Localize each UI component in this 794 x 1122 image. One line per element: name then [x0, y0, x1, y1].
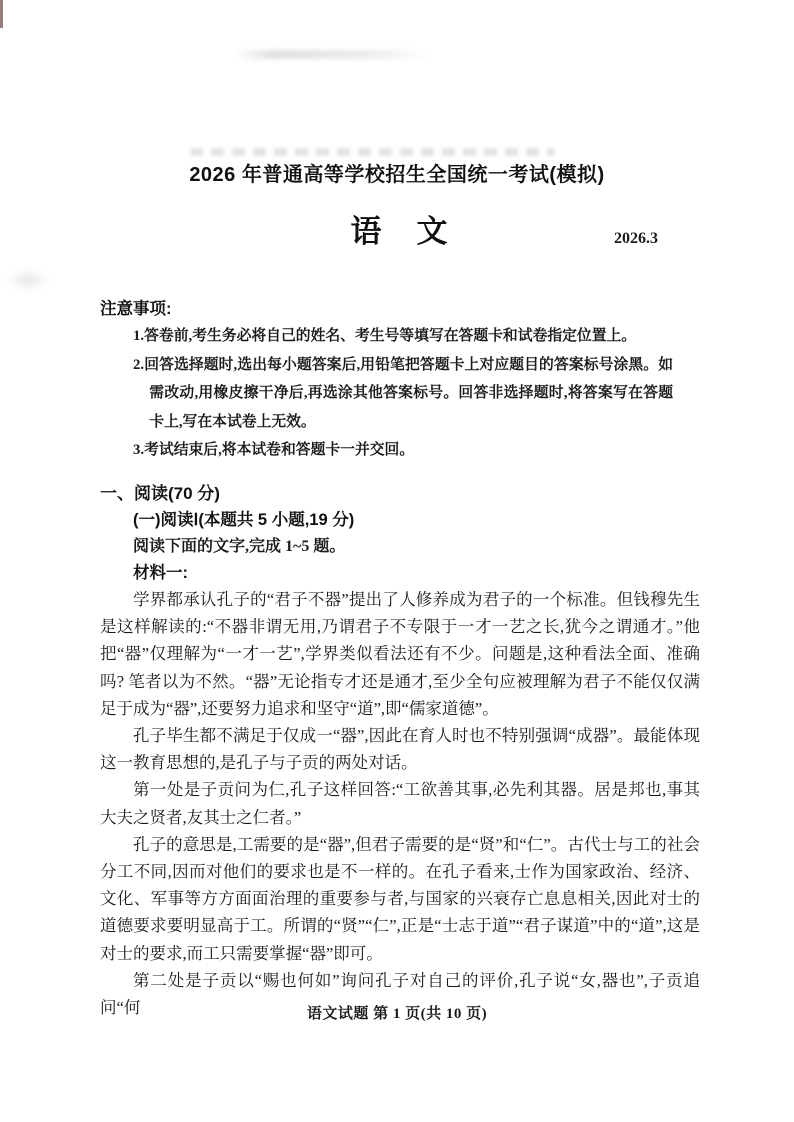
notice-item-2: 2.回答选择题时,选出每小题答案后,用铅笔把答题卡上对应题目的答案标号涂黑。如需改动,用橡皮擦干净后,再选涂其他答案标号。回答非选择题时,将答案写在答题卡上,写在本试卷上无效。: [133, 356, 673, 430]
material-paragraph: 孔子的意思是,工需要的是“器”,但君子需要的是“贤”和“仁”。古代士与工的社会分工不同,因而对他们的要求也是不一样的。在孔子看来,士作为国家政治、经济、文化、军事等方方面面治理的重要参与者,与国家的兴衰存亡息息相关,因此对士的道德要求要明显高于工。所谓的“贤”“仁”,正是“士志于道”“君子谋道”中的“道”,这是对士的要求,而工只需要掌握“器”即可。: [100, 834, 700, 963]
page-footer: 语文试题 第 1 页(共 10 页): [306, 1006, 488, 1022]
reading-section: [100, 480, 700, 1021]
subject-row: [100, 206, 700, 258]
material-paragraph: 第二处是子贡以“赐也何如”询问孔子对自己的评价,孔子说“女,器也”,子贡追问“何: [100, 970, 700, 1018]
material-paragraph: 学界都承认孔子的“君子不器”提出了人修养成为君子的一个标准。但钱穆先生是这样解读的:“不器非谓无用,乃谓君子不专限于一才一艺之长,犹今之谓通才。”他把“器”仅理解为“一才一艺”,学界类似看法还有不少。问题是,这种看法全面、准确吗? 笔者以为不然。“器”无论指专才还是通才,至少全句应被理解为君子不能仅仅满足于成为“器”,还要努力追求和坚守“道”,即“儒家道德”。: [100, 590, 700, 718]
notice-section: [100, 296, 700, 465]
scan-artifact-smudge: [8, 268, 48, 292]
material-paragraph: 第一处是子贡问为仁,孔子这样回答:“工欲善其事,必先利其器。居是邦也,事其大夫之贤者,友其士之仁者。”: [100, 780, 700, 827]
material-one-text: [100, 586, 700, 1021]
scan-artifact-streak: [235, 50, 430, 59]
notice-item-3: 3.考试结束后,将本试卷和答题卡一并交回。: [133, 442, 415, 458]
scan-artifact-edge-mark: [0, 0, 3, 28]
part-one-heading: 一、阅读(70 分): [100, 484, 220, 503]
reading-one-subheading: (一)阅读Ⅰ(本题共 5 小题,19 分): [133, 511, 355, 529]
notice-items: [133, 322, 673, 465]
subject-title: 语 文: [350, 214, 450, 249]
exam-title: 2026 年普通高等学校招生全国统一考试(模拟): [189, 164, 605, 186]
notice-item-1: 1.答卷前,考生务必将自己的姓名、考生号等填写在答题卡和试卷指定位置上。: [133, 328, 637, 344]
material-one-label: 材料一:: [133, 564, 188, 582]
reading-instruction: 阅读下面的文字,完成 1~5 题。: [133, 538, 346, 555]
exam-date: 2026.3: [614, 230, 658, 247]
scan-artifact-ghost-text: [190, 148, 555, 156]
material-paragraph: 孔子毕生都不满足于仅成一“器”,因此在育人时也不特别强调“成器”。最能体现这一教育思想的,是孔子与子贡的两处对话。: [100, 726, 700, 773]
notice-heading: 注意事项:: [100, 300, 172, 318]
